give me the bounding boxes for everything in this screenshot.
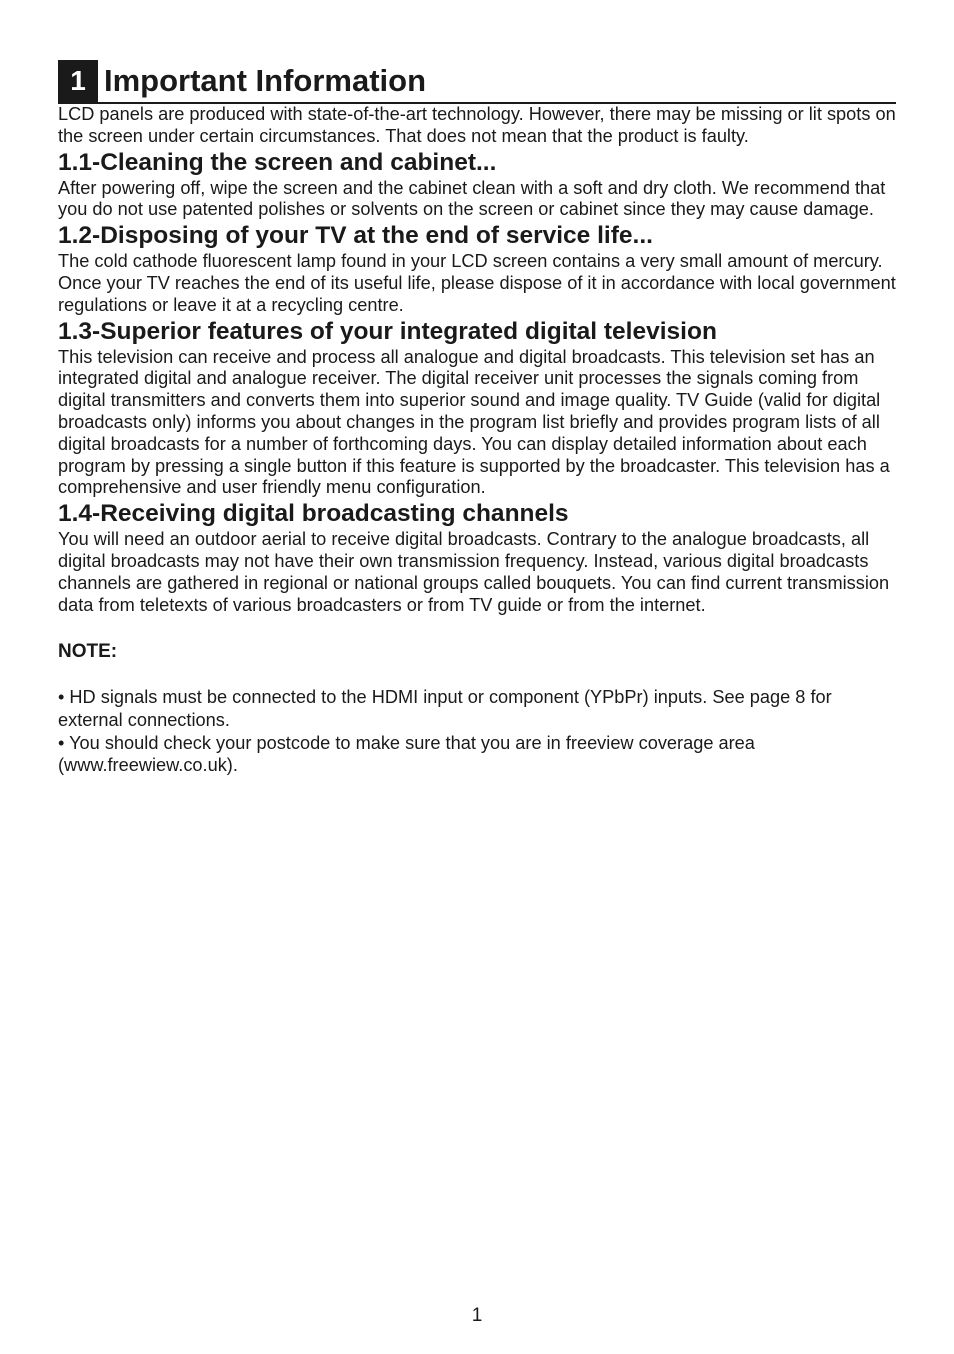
note-item-hd-signals: • HD signals must be connected to the HDMI input or component (YPbPr) inputs. See page 8 for external connections. xyxy=(58,687,832,730)
chapter-number-badge: 1 xyxy=(58,60,98,102)
note-item-postcode: • You should check your postcode to make sure that you are in freeview coverage area (www.freewiew.co.uk). xyxy=(58,732,755,776)
section-body-cleaning: After powering off, wipe the screen and the cabinet clean with a soft and dry cloth. We recommend that you do not use patented polishes or solvents on the screen or cabinet since they may cause damage. xyxy=(58,177,886,220)
note-list xyxy=(58,686,896,776)
manual-page xyxy=(58,60,896,777)
intro-paragraph: LCD panels are produced with state-of-the-art technology. However, there may be missing or lit spots on the screen under certain circumstances. That does not mean that the product is faulty. xyxy=(58,104,896,146)
section-body-disposing: The cold cathode fluorescent lamp found in your LCD screen contains a very small amount of mercury. Once your TV reaches the end of its useful life, please dispose of it in accordance with local government regulations or leave it at a recycling centre. xyxy=(58,251,896,315)
section-body-receiving: You will need an outdoor aerial to receive digital broadcasts. Contrary to the analogue broadcasts, all digital broadcasts may not have their own transmission frequency. Instead, various digital broadcasts channels are gathered in regional or national groups called bouquets. You can find current transmission data from teletexts of various broadcasters or from TV guide or from the internet. xyxy=(58,529,890,615)
section-heading-cleaning: 1.1-Cleaning the screen and cabinet... xyxy=(58,148,497,176)
section-body-features: This television can receive and process all analogue and digital broadcasts. This television set has an integrated digital and analogue receiver. The digital receiver unit processes the signals coming from digital transmitters and converts them into superior sound and image quality. TV Guide (valid for digital broadcasts only) informs you about changes in the program list briefly and provides program lists of all digital broadcasts for a number of forthcoming days. You can display detailed information about each program by pressing a single button if this feature is supported by the broadcaster. This television has a comprehensive and user friendly menu configuration. xyxy=(58,346,890,498)
chapter-title: Important Information xyxy=(104,63,427,98)
chapter-header xyxy=(58,60,896,104)
section-heading-disposing: 1.2-Disposing of your TV at the end of service life... xyxy=(58,222,653,250)
page-number: 1 xyxy=(471,1305,483,1326)
section-heading-features: 1.3-Superior features of your integrated digital television xyxy=(58,317,717,345)
section-heading-receiving: 1.4-Receiving digital broadcasting channels xyxy=(58,500,569,528)
note-label: NOTE: xyxy=(58,641,118,663)
